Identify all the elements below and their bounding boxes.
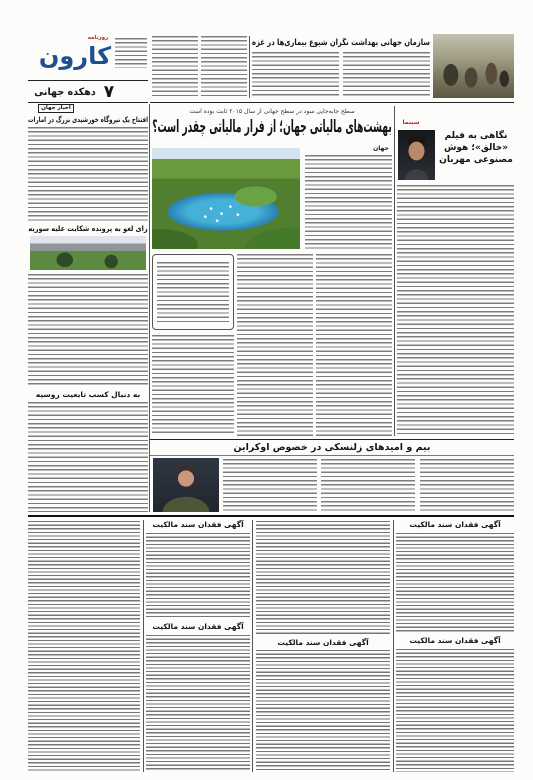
- notice-body-text: [396, 533, 514, 633]
- article-body-text: [28, 127, 148, 221]
- notice-body-text: [396, 649, 514, 772]
- gaza-photo: [433, 34, 514, 98]
- notices-divider: [28, 515, 514, 517]
- article-body-text: [152, 36, 198, 98]
- column-rule: [249, 36, 250, 98]
- section-rule: [150, 439, 514, 440]
- article-body-text: [237, 254, 313, 436]
- notice-body-text: [28, 521, 140, 772]
- film-still-photo: [398, 130, 435, 180]
- masthead-rule: [28, 80, 148, 81]
- film-headline: نگاهی به فیلم «خالق»؛ هوش مصنوعی مهربان: [439, 131, 513, 166]
- gaza-headline: سازمان جهانی بهداشت نگران شیوع بیماری‌ها در غزه: [252, 38, 430, 48]
- tax-haven-harbor-photo: [152, 148, 300, 249]
- notice-title: آگهی فقدان سند مالکیت: [152, 520, 244, 529]
- section-rule: [150, 102, 514, 103]
- page-number: ۷: [103, 82, 115, 102]
- column-rule: [393, 520, 394, 772]
- column-rule: [252, 520, 253, 772]
- russia-citizenship-headline: به دنبال کسب تابعیت روسیه: [35, 390, 141, 399]
- article-body-text: [201, 36, 247, 98]
- article-body-text: [223, 459, 317, 512]
- notice-title: آگهی فقدان سند مالکیت: [409, 636, 501, 645]
- article-body-text: [420, 459, 514, 512]
- section-title: دهکده جهانی: [34, 87, 96, 98]
- masthead-rule: [28, 102, 148, 103]
- stadium-photo: [30, 236, 146, 270]
- notice-title: آگهی فقدان سند مالکیت: [277, 638, 369, 647]
- article-body-text: [397, 185, 514, 436]
- article-body-text: [28, 402, 148, 512]
- article-body-text: [152, 335, 234, 436]
- paper-label: روزنامه: [87, 35, 109, 41]
- article-body-text: [343, 52, 430, 98]
- main-story-tag: جهان: [373, 145, 389, 152]
- syria-headline: رای لغو به پرونده شکایت علیه سوریه: [28, 224, 148, 233]
- issue-date-text: [115, 38, 147, 68]
- main-story-headline: بهشت‌های مالیاتی جهان؛ از فرار مالیاتی چقدر است؟: [152, 117, 392, 137]
- notice-title: آگهی فقدان سند مالکیت: [409, 520, 501, 529]
- notice-body-text: [256, 521, 390, 634]
- film-section-label: سینما: [402, 119, 420, 126]
- article-body-text: [316, 254, 392, 436]
- article-body-text: [305, 155, 392, 249]
- main-story-kicker: سطح جابه‌جایی سود در سطح جهانی از سال ۲۰۱۵ ثابت بوده است: [189, 108, 355, 115]
- article-body-text: [252, 52, 339, 98]
- article-body-text: [28, 274, 148, 387]
- headline-rule: [150, 455, 514, 456]
- notice-title: آگهی فقدان سند مالکیت: [152, 622, 244, 631]
- notice-body-text: [146, 635, 250, 772]
- notice-body-text: [146, 533, 250, 619]
- zelensky-photo: [153, 458, 219, 512]
- column-rule: [394, 106, 395, 436]
- section-tag: اخبار جهان: [38, 104, 74, 113]
- column-rule: [143, 520, 144, 772]
- paper-logo: کارون: [38, 42, 112, 70]
- pull-quote-text: [157, 262, 229, 324]
- notice-body-text: [256, 650, 390, 772]
- article-body-text: [321, 459, 415, 512]
- solar-plant-headline: افتتاح یک نیروگاه خورشیدی بزرگ در امارات: [28, 115, 148, 124]
- zelensky-headline: بیم و امیدهای زلنسکی در خصوص اوکراین: [233, 442, 431, 453]
